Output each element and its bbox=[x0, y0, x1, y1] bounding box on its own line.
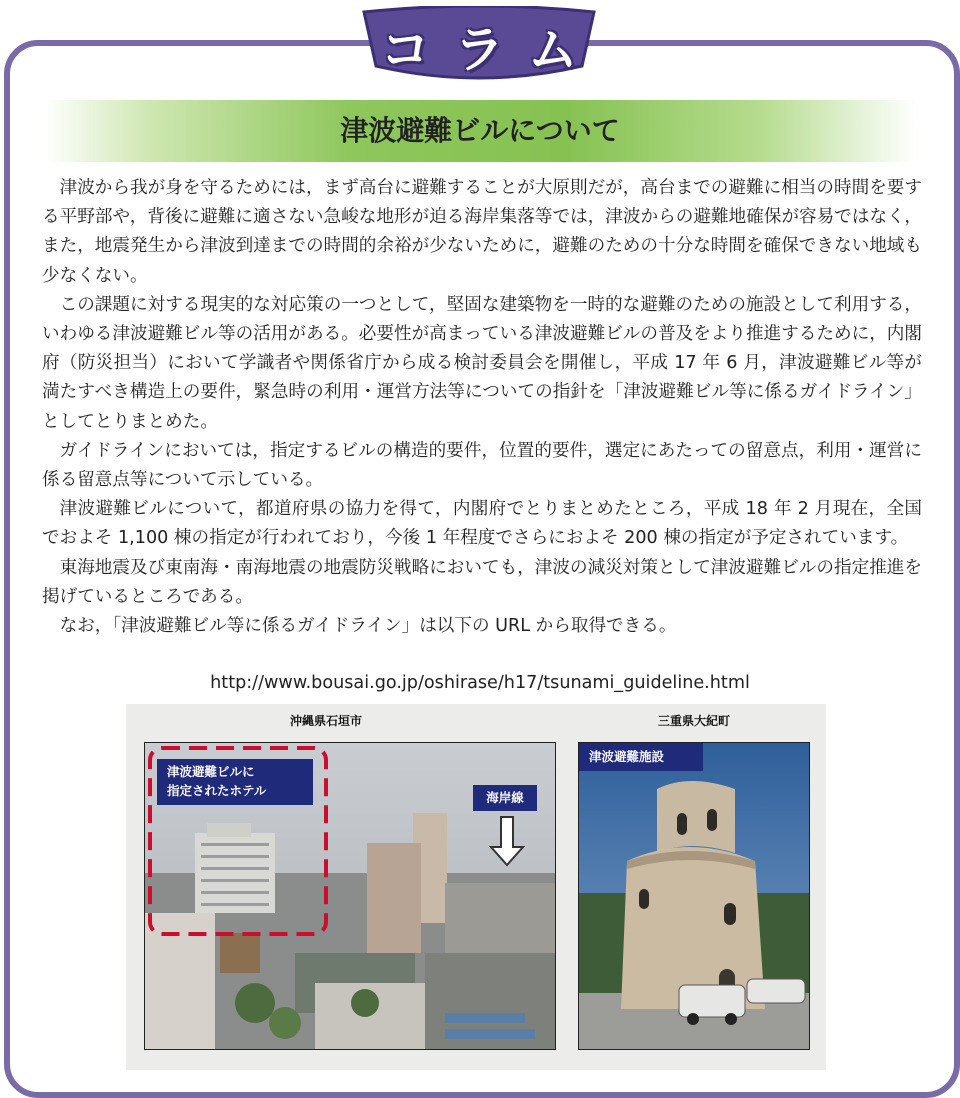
article-body bbox=[42, 174, 922, 641]
paragraph: この課題に対する現実的な対応策の一つとして，堅固な建築物を一時的な避難のための施設として利用する，いわゆる津波避難ビル等の活用がある。必要性が高まっている津波避難ビルの普及をより推進するために，内閣府（防災担当）において学識者や関係省庁から成る検討委員会を開催し，平成 17 年 6 月，津波避難ビル等が満たすべき構造上の要件，緊急時の利用・運営方法等についての指針を「津波避難ビル等に係るガイドライン」としてとりまとめた。 bbox=[42, 294, 922, 432]
taiki-photo bbox=[578, 742, 810, 1050]
column-tab bbox=[348, 6, 610, 86]
title-band bbox=[44, 100, 916, 162]
hotel-label-line2: 指定されたホテル bbox=[167, 783, 267, 798]
hotel-label-line1: 津波避難ビルに bbox=[167, 764, 255, 779]
tsunami-tower-image bbox=[579, 743, 809, 1049]
paragraph: なお，「津波避難ビル等に係るガイドライン」は以下の URL から取得できる。 bbox=[59, 616, 677, 637]
left-photo-caption: 沖縄県石垣市 bbox=[289, 714, 362, 728]
guideline-url[interactable]: http://www.bousai.go.jp/oshirase/h17/tsunami_guideline.html bbox=[210, 673, 750, 693]
page-title: 津波避難ビルについて bbox=[340, 114, 620, 147]
paragraph: 津波避難ビルについて，都道府県の協力を得て，内閣府でとりまとめたところ，平成 18 年 2 月現在，全国でおよそ 1,100 棟の指定が行われており，今後 1 年程度でさらにおよそ 200 棟の指定が予定されています。 bbox=[42, 499, 922, 549]
ishigaki-photo bbox=[144, 742, 556, 1050]
paragraph: ガイドラインにおいては，指定するビルの構造的要件，位置的要件，選定にあたっての留意点，利用・運営に係る留意点等について示している。 bbox=[42, 440, 922, 491]
right-photo-caption: 三重県大紀町 bbox=[657, 714, 730, 728]
paragraph: 津波から我が身を守るためには，まず高台に避難することが大原則だが，高台までの避難に相当の時間を要する平野部や，背後に避難に適さない急峻な地形が迫る海岸集落等では，津波からの避難地確保が容易ではなく，また，地震発生から津波到達までの時間的余裕が少ないために，避難のための十分な時間を確保できない地域も少なくない。 bbox=[42, 178, 922, 286]
hotel-label bbox=[157, 759, 313, 805]
coast-label: 海岸線 bbox=[473, 785, 537, 811]
photo-area bbox=[126, 704, 826, 1070]
paragraph: 東海地震及び東南海・南海地震の地震防災戦略においても，津波の減災対策として津波避難ビルの指定推進を掲げているところである。 bbox=[42, 557, 922, 607]
facility-label: 津波避難施設 bbox=[579, 743, 703, 771]
column-tab-label: コラム bbox=[380, 21, 602, 79]
